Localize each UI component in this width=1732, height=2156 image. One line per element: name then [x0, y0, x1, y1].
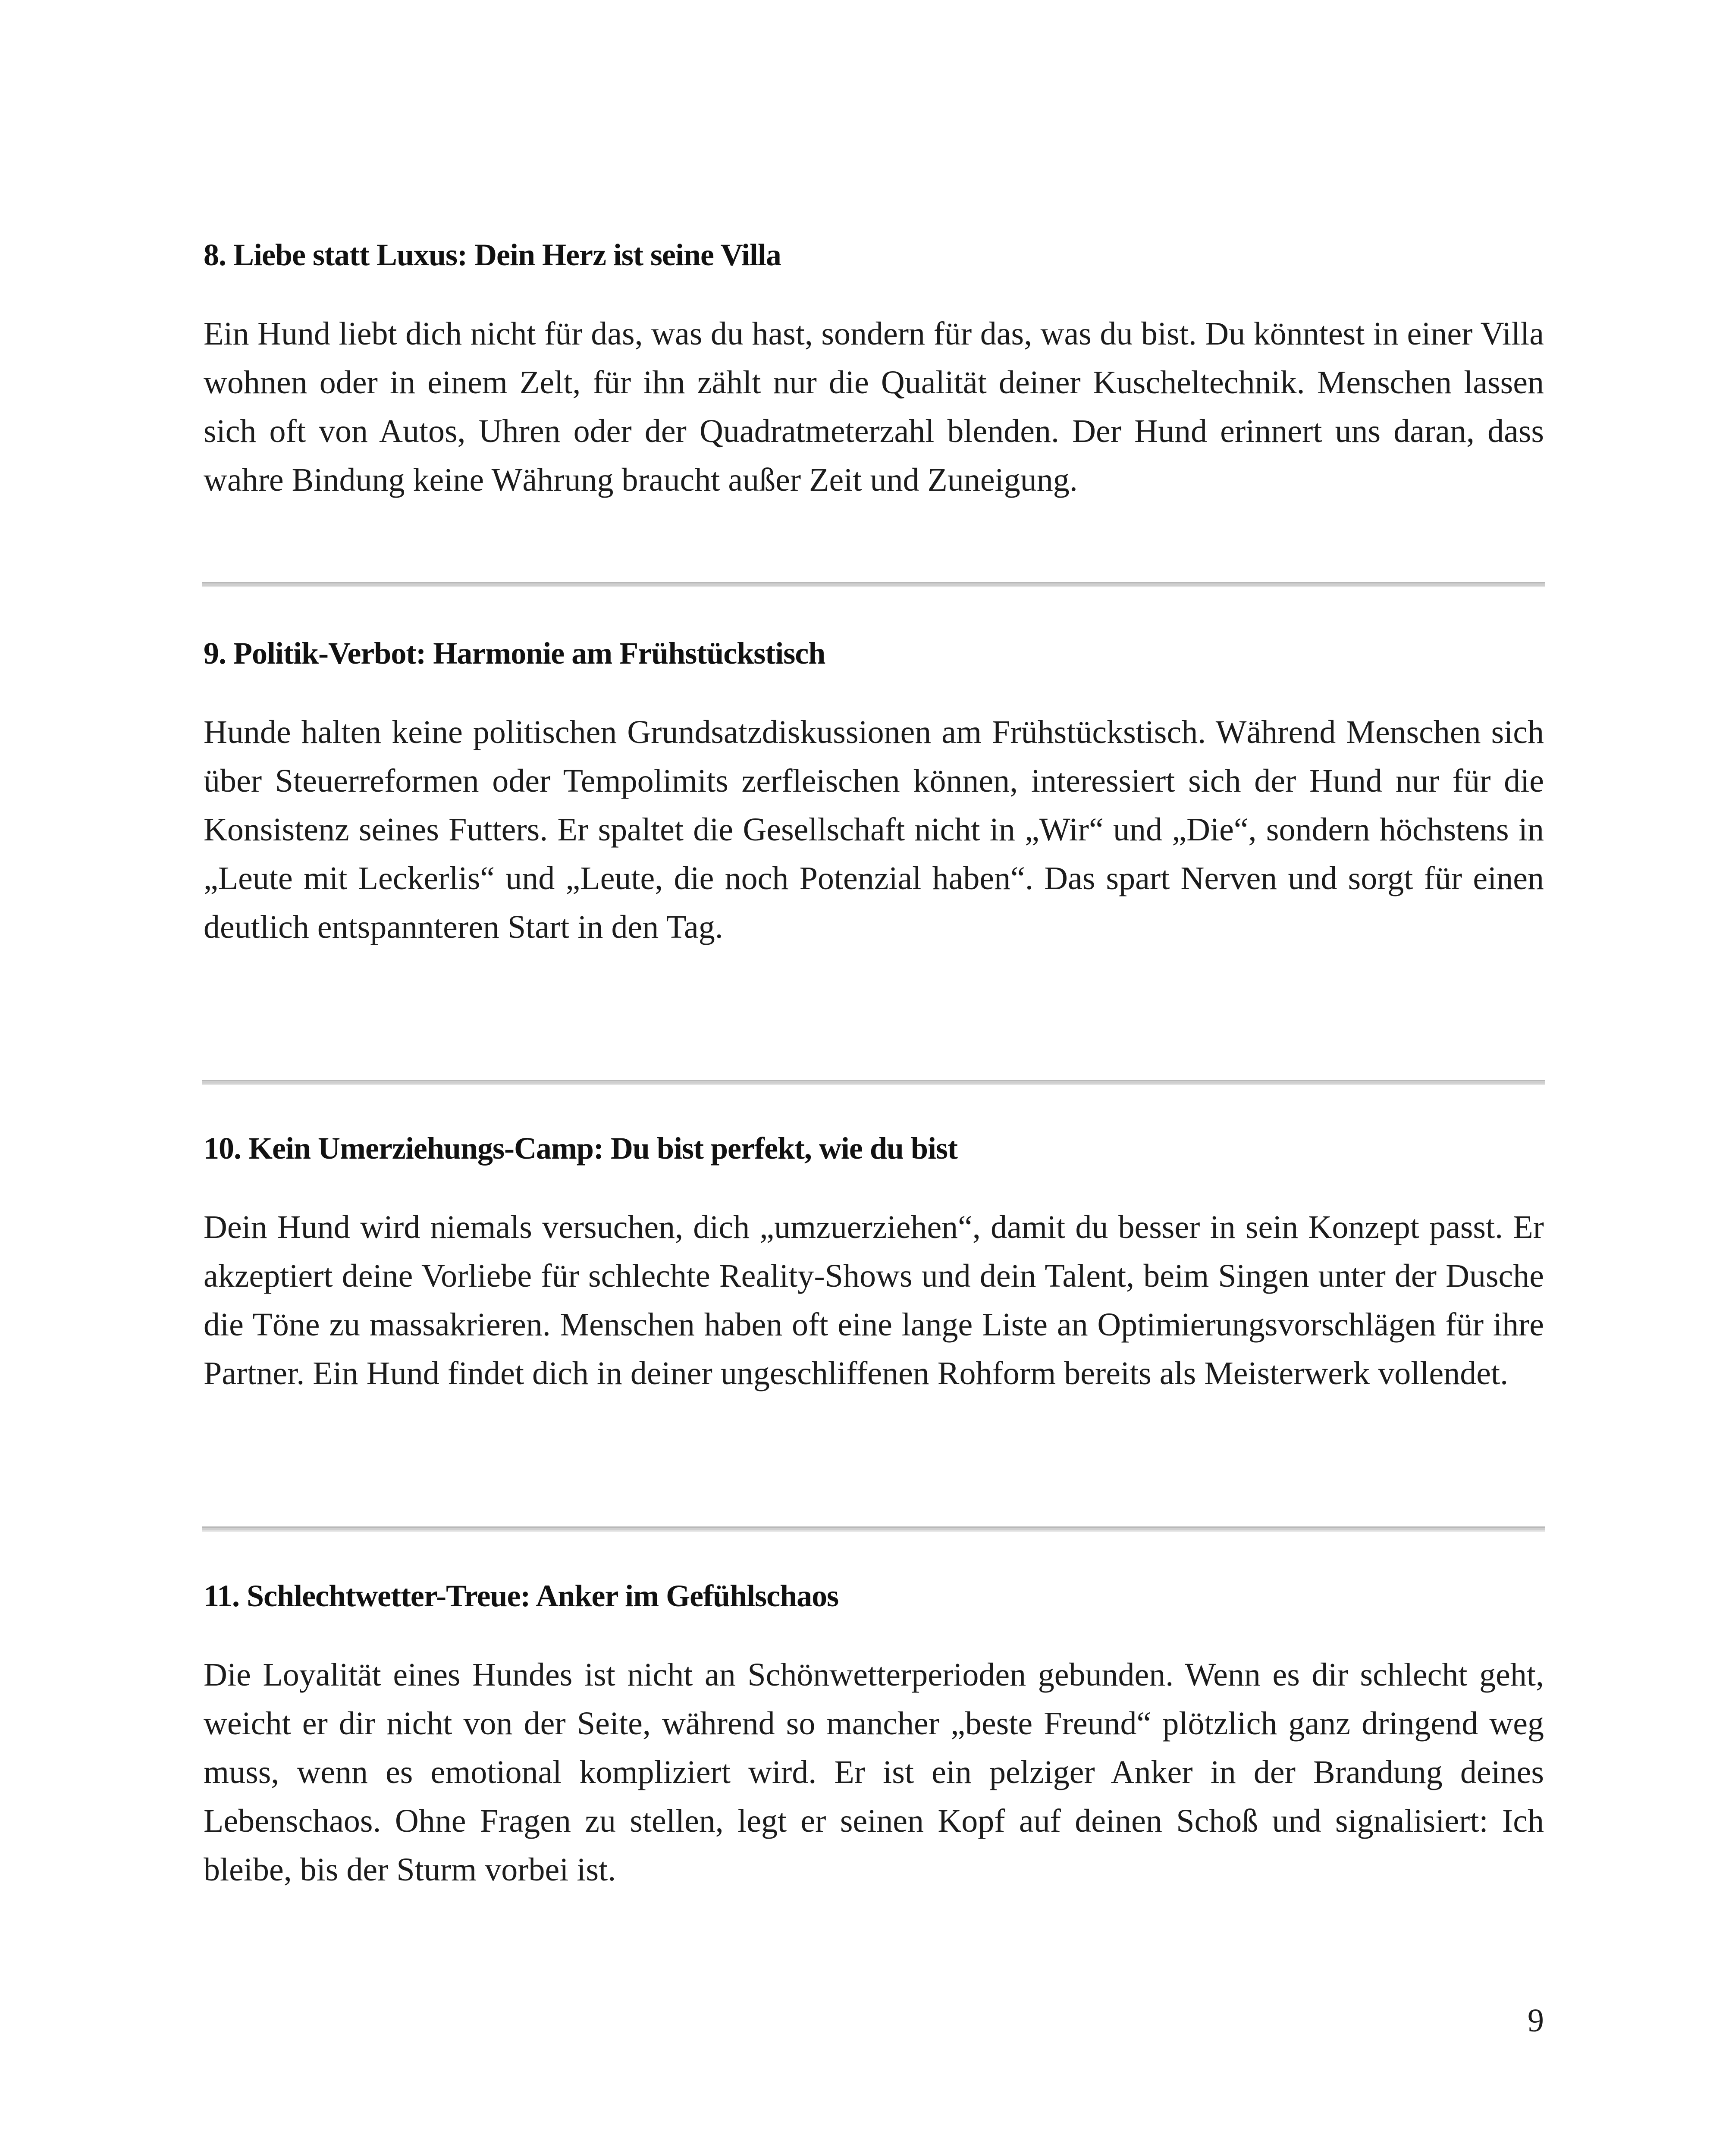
section-heading: 10. Kein Umerziehungs-Camp: Du bist perfekt, wie du bist [204, 1131, 958, 1166]
section-11 [204, 1577, 1544, 1894]
section-body: Ein Hund liebt dich nicht für das, was du hast, sondern für das, was du bist. Du könntest in einer Villa wohnen oder in einem Zelt, für ihn zählt nur die Qualität deiner Kuscheltechnik. Menschen lassen sich oft von Autos, Uhren oder der Quadratmeterzahl blenden. Der Hund erinnert uns daran, dass wahre Bindung keine Währung braucht außer Zeit und Zuneigung. [204, 316, 1544, 498]
section-divider [202, 1080, 1545, 1085]
section-body: Dein Hund wird niemals versuchen, dich „umzuerziehen“, damit du besser in sein Konzept passt. Er akzeptiert deine Vorliebe für schlechte Reality-Shows und dein Talent, beim Singen unter der Dusche die Töne zu massakrieren. Menschen haben oft eine lange Liste an Optimierungsvorschlägen für ihre Partner. Ein Hund findet dich in deiner ungeschliffenen Rohform bereits als Meisterwerk vollendet. [204, 1209, 1544, 1392]
section-heading: 11. Schlechtwetter-Treue: Anker im Gefühlschaos [204, 1579, 839, 1613]
page-number: 9 [1528, 2002, 1544, 2039]
section-9 [204, 635, 1544, 952]
section-body: Hunde halten keine politischen Grundsatzdiskussionen am Frühstückstisch. Während Menschen sich über Steuerreformen oder Tempolimits zerfleischen können, interessiert sich der Hund nur für die Konsistenz seines Futters. Er spaltet die Gesellschaft nicht in „Wir“ und „Die“, sondern höchstens in „Leute mit Leckerlis“ und „Leute, die noch Potenzial haben“. Das spart Nerven und sorgt für einen deutlich entspannteren Start in den Tag. [204, 714, 1544, 946]
section-divider [202, 1526, 1545, 1532]
section-divider [202, 582, 1545, 587]
section-body: Die Loyalität eines Hundes ist nicht an Schönwetterperioden gebunden. Wenn es dir schlecht geht, weicht er dir nicht von der Seite, während so mancher „beste Freund“ plötzlich ganz dringend weg muss, wenn es emotional kompliziert wird. Er ist ein pelziger Anker in der Brandung deines Lebenschaos. Ohne Fragen zu stellen, legt er seinen Kopf auf deinen Schoß und signalisiert: Ich bleibe, bis der Sturm vorbei ist. [204, 1657, 1544, 1888]
section-heading: 8. Liebe statt Luxus: Dein Herz ist seine Villa [204, 238, 781, 272]
section-heading: 9. Politik-Verbot: Harmonie am Frühstückstisch [204, 636, 825, 671]
section-10 [204, 1130, 1544, 1398]
section-8 [204, 236, 1544, 505]
